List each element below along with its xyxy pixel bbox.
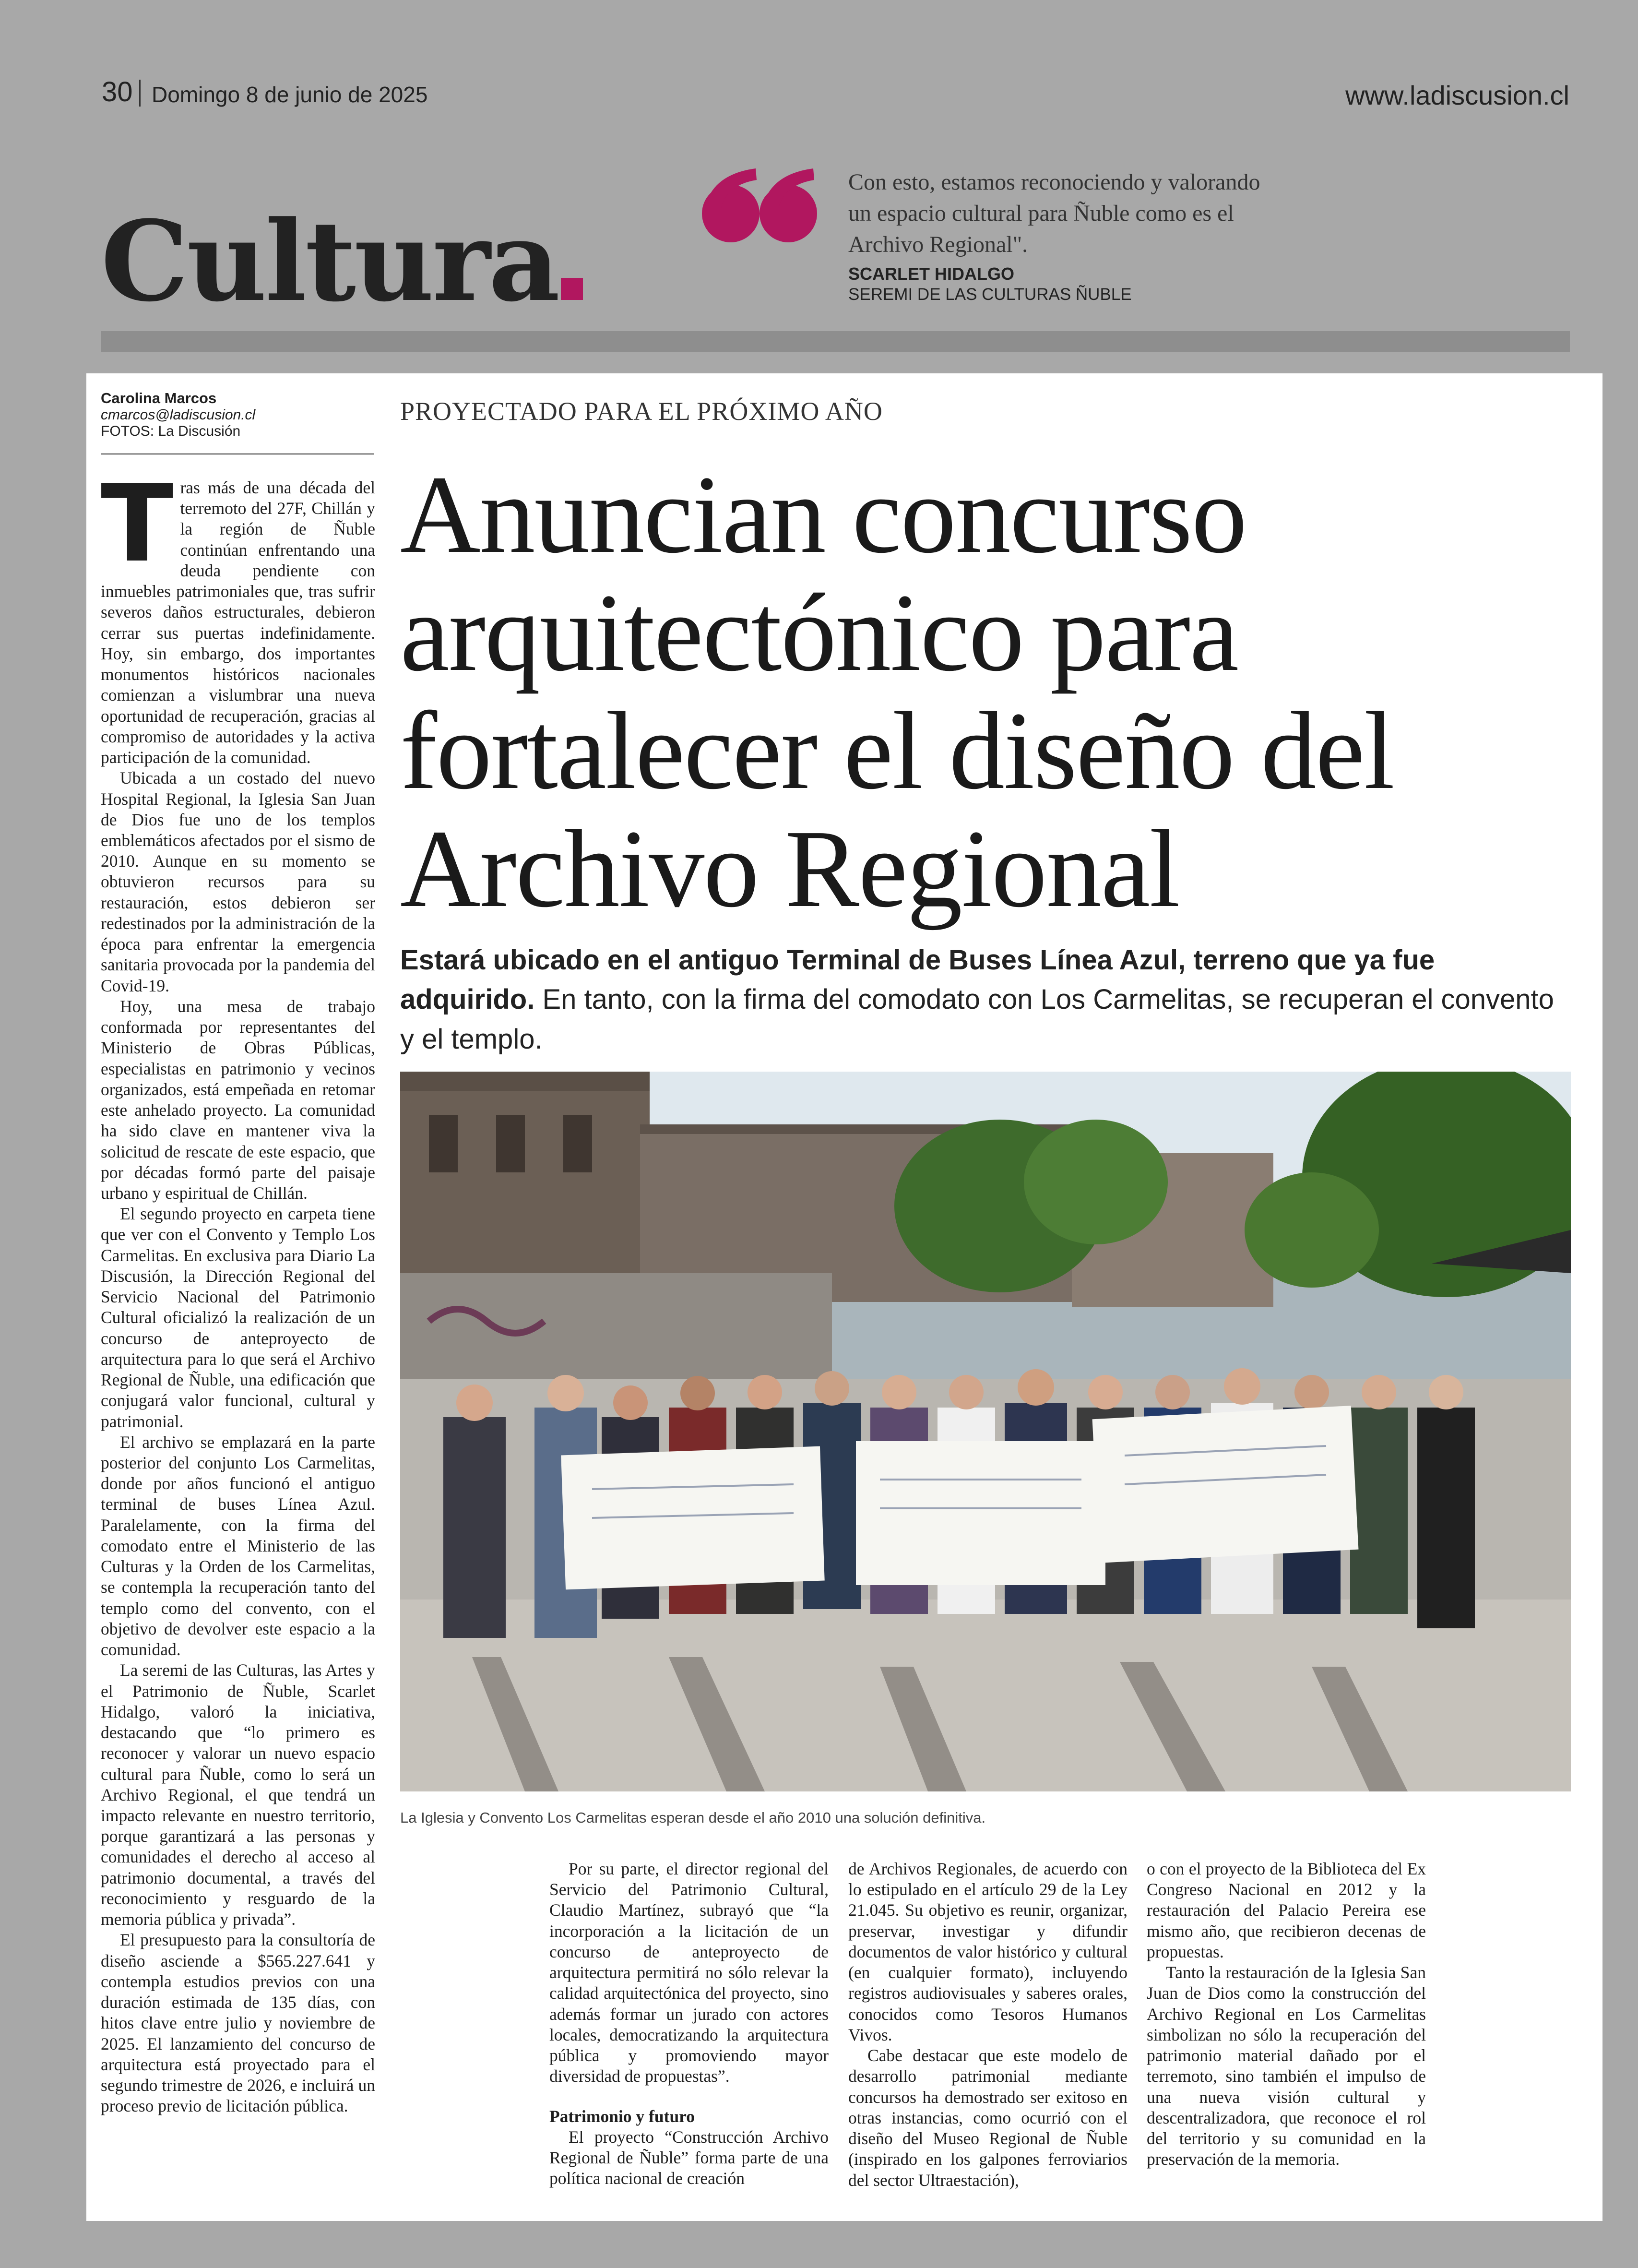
deck-rest: En tanto, con la firma del comodato con Los Carmelitas, se recuperan el convento y el templo. xyxy=(400,984,1554,1055)
photo-caption: La Iglesia y Convento Los Carmelitas esperan desde el año 2010 una solución definitiva. xyxy=(400,1809,986,1826)
quote-icon xyxy=(698,166,823,242)
paragraph: Tanto la restauración de la Iglesia San Juan de Dios como la construcción del Archivo Regional en Los Carmelitas simbolizan no sólo la recuperación del patrimonio material dañado por el terremoto, sino también el impulso de una nueva visión cultural y descentralizadora, que reconoce el rol del territorio y su comunidad en la preservación de la memoria. xyxy=(1147,1963,1426,2169)
paragraph: Por su parte, el director regional del Servicio del Patrimonio Cultural, Claudio Martínez, subrayó que “la incorporación a la licitación de un concurso de anteproyecto de arquitectura permitirá no sólo relevar la calidad arquitectónica del proyecto, sino además formar un jurado con actores locales, democratizando la arquitectura pública y promoviendo mayor diversidad de propuestas”. xyxy=(549,1859,829,2086)
paragraph: ras más de una década del terremoto del 27F, Chillán y la región de Ñuble continúan enfrentando una deuda pendiente con inmuebles patrimoniales que, tras sufrir severos daños estructurales, debieron cerrar sus puertas indefinidamente. Hoy, sin embargo, dos importantes monumentos históricos nacionales comienzan a vislumbrar una nueva oportunidad de recuperación, gracias al compromiso de autoridades y la activa participación de la comunidad. xyxy=(101,478,375,767)
deck-bold: Estará ubicado en el antiguo Terminal de Buses Línea Azul, terreno que ya fue adquirido. xyxy=(400,944,1435,1015)
body-column-3 xyxy=(848,1859,1128,2191)
byline-photos: FOTOS: La Discusión xyxy=(101,423,241,439)
paragraph: El segundo proyecto en carpeta tiene que ver con el Convento y Templo Los Carmelitas. En exclusiva para Diario La Discusión, la Dirección Regional del Servicio Nacional del Patrimonio Cultural oficializó la realización de un concurso de anteproyecto de arquitectura para lo que será el Archivo Regional de Ñuble, una edificación que conjugará valor funcional, cultural y patrimonial. xyxy=(101,1204,375,1431)
pullquote-role: SEREMI DE LAS CULTURAS ÑUBLE xyxy=(848,285,1132,304)
divider xyxy=(139,80,141,107)
body-column-4 xyxy=(1147,1859,1426,2170)
subheading: Patrimonio y futuro xyxy=(549,2106,695,2126)
pullquote-text: Con esto, estamos reconociendo y valorando un espacio cultural para Ñuble como es el Archivo Regional". xyxy=(848,169,1260,257)
section-title xyxy=(101,197,583,326)
header-rule xyxy=(101,331,1570,352)
pullquote-author: SCARLET HIDALGO xyxy=(848,264,1014,284)
paragraph: El archivo se emplazará en la parte posterior del conjunto Los Carmelitas, donde por años funcionó el antiguo terminal de buses Línea Azul. Paralelamente, con la firma del comodato entre el Ministerio de las Culturas y la Orden de los Carmelitas, se contempla la recuperación tanto del templo como del convento, con el objetivo de devolver este espacio a la comunidad. xyxy=(101,1432,375,1659)
section-label: Cultura xyxy=(101,197,558,326)
paragraph: Cabe destacar que este modelo de desarrollo patrimonial mediante concursos ha demostrado ser exitoso en otras instancias, como ocurrió con el diseño del Museo Regional de Ñuble (inspirado en los galpones ferroviarios del sector Ultraestación), xyxy=(848,2046,1128,2190)
paragraph: o con el proyecto de la Biblioteca del Ex Congreso Nacional en 2012 y la restauración del Palacio Pereira ese mismo año, que recibieron decenas de propuestas. xyxy=(1147,1859,1426,1961)
byline-author: Carolina Marcos xyxy=(101,390,217,406)
dropcap: T xyxy=(101,462,174,586)
paragraph: El presupuesto para la consultoría de diseño asciende a $565.227.641 y contempla estudios previos con una duración estimada de 135 días, con hitos clave entre julio y noviembre de 2025. El lanzamiento del concurso de arquitectura está proyectado para el segundo trimestre de 2026, e incluirá un proceso previo de licitación pública. xyxy=(101,1930,375,2116)
date: Domingo 8 de junio de 2025 xyxy=(152,82,428,107)
paragraph: La seremi de las Culturas, las Artes y el Patrimonio de Ñuble, Scarlet Hidalgo, valoró la iniciativa, destacando que “lo primero es reconocer y valorar un nuevo espacio cultural para Ñuble, como lo será un Archivo Regional, el que tendrá un impacto relevante en nuestro territorio, porque garantizará a las personas y comunidades el derecho al acceso al patrimonio documental, a través del reconocimiento y resguardo de la memoria pública y privada”. xyxy=(101,1660,375,1929)
deck xyxy=(400,941,1571,1059)
paragraph: Ubicada a un costado del nuevo Hospital Regional, la Iglesia San Juan de Dios fue uno de los templos emblemáticos afectados por el sismo de 2010. Aunque en su momento se obtuvieron recursos para su restauración, estos debieron ser redestinados por la administración de la época para enfrentar la emergencia sanitaria provocada por la pandemia del Covid-19. xyxy=(101,768,375,995)
kicker: PROYECTADO PARA EL PRÓXIMO AÑO xyxy=(400,397,883,426)
page-number: 30 xyxy=(102,76,133,107)
article-photo xyxy=(400,1072,1571,1791)
body-column-2 xyxy=(549,1859,829,2189)
accent-dot xyxy=(561,278,583,300)
body-column-1 xyxy=(101,462,375,2117)
website: www.ladiscusion.cl xyxy=(1345,80,1569,110)
headline: Anuncian concurso arquitectónico para fortalecer el diseño del Archivo Regional xyxy=(400,453,1394,931)
paragraph: de Archivos Regionales, de acuerdo con lo estipulado en el artículo 29 de la Ley 21.045. Su objetivo es reunir, organizar, preservar, investigar y difundir documentos de valor histórico y cultural (en cualquier formato), incluyendo registros audiovisuales y saberes orales, conocidos como Tesoros Humanos Vivos. xyxy=(848,1859,1128,2044)
paragraph: El proyecto “Construcción Archivo Regional de Ñuble” forma parte de una política nacional de creación xyxy=(549,2127,829,2188)
paragraph: Hoy, una mesa de trabajo conformada por representantes del Ministerio de Obras Públicas, especialistas en patrimonio y vecinos organizados, está empeñada en retomar este anhelado proyecto. La comunidad ha sido clave en mantener viva la solicitud de rescate de este espacio, que por décadas formó parte del paisaje urbano y espiritual de Chillán. xyxy=(101,996,375,1203)
byline-email[interactable]: cmarcos@ladiscusion.cl xyxy=(101,407,256,423)
